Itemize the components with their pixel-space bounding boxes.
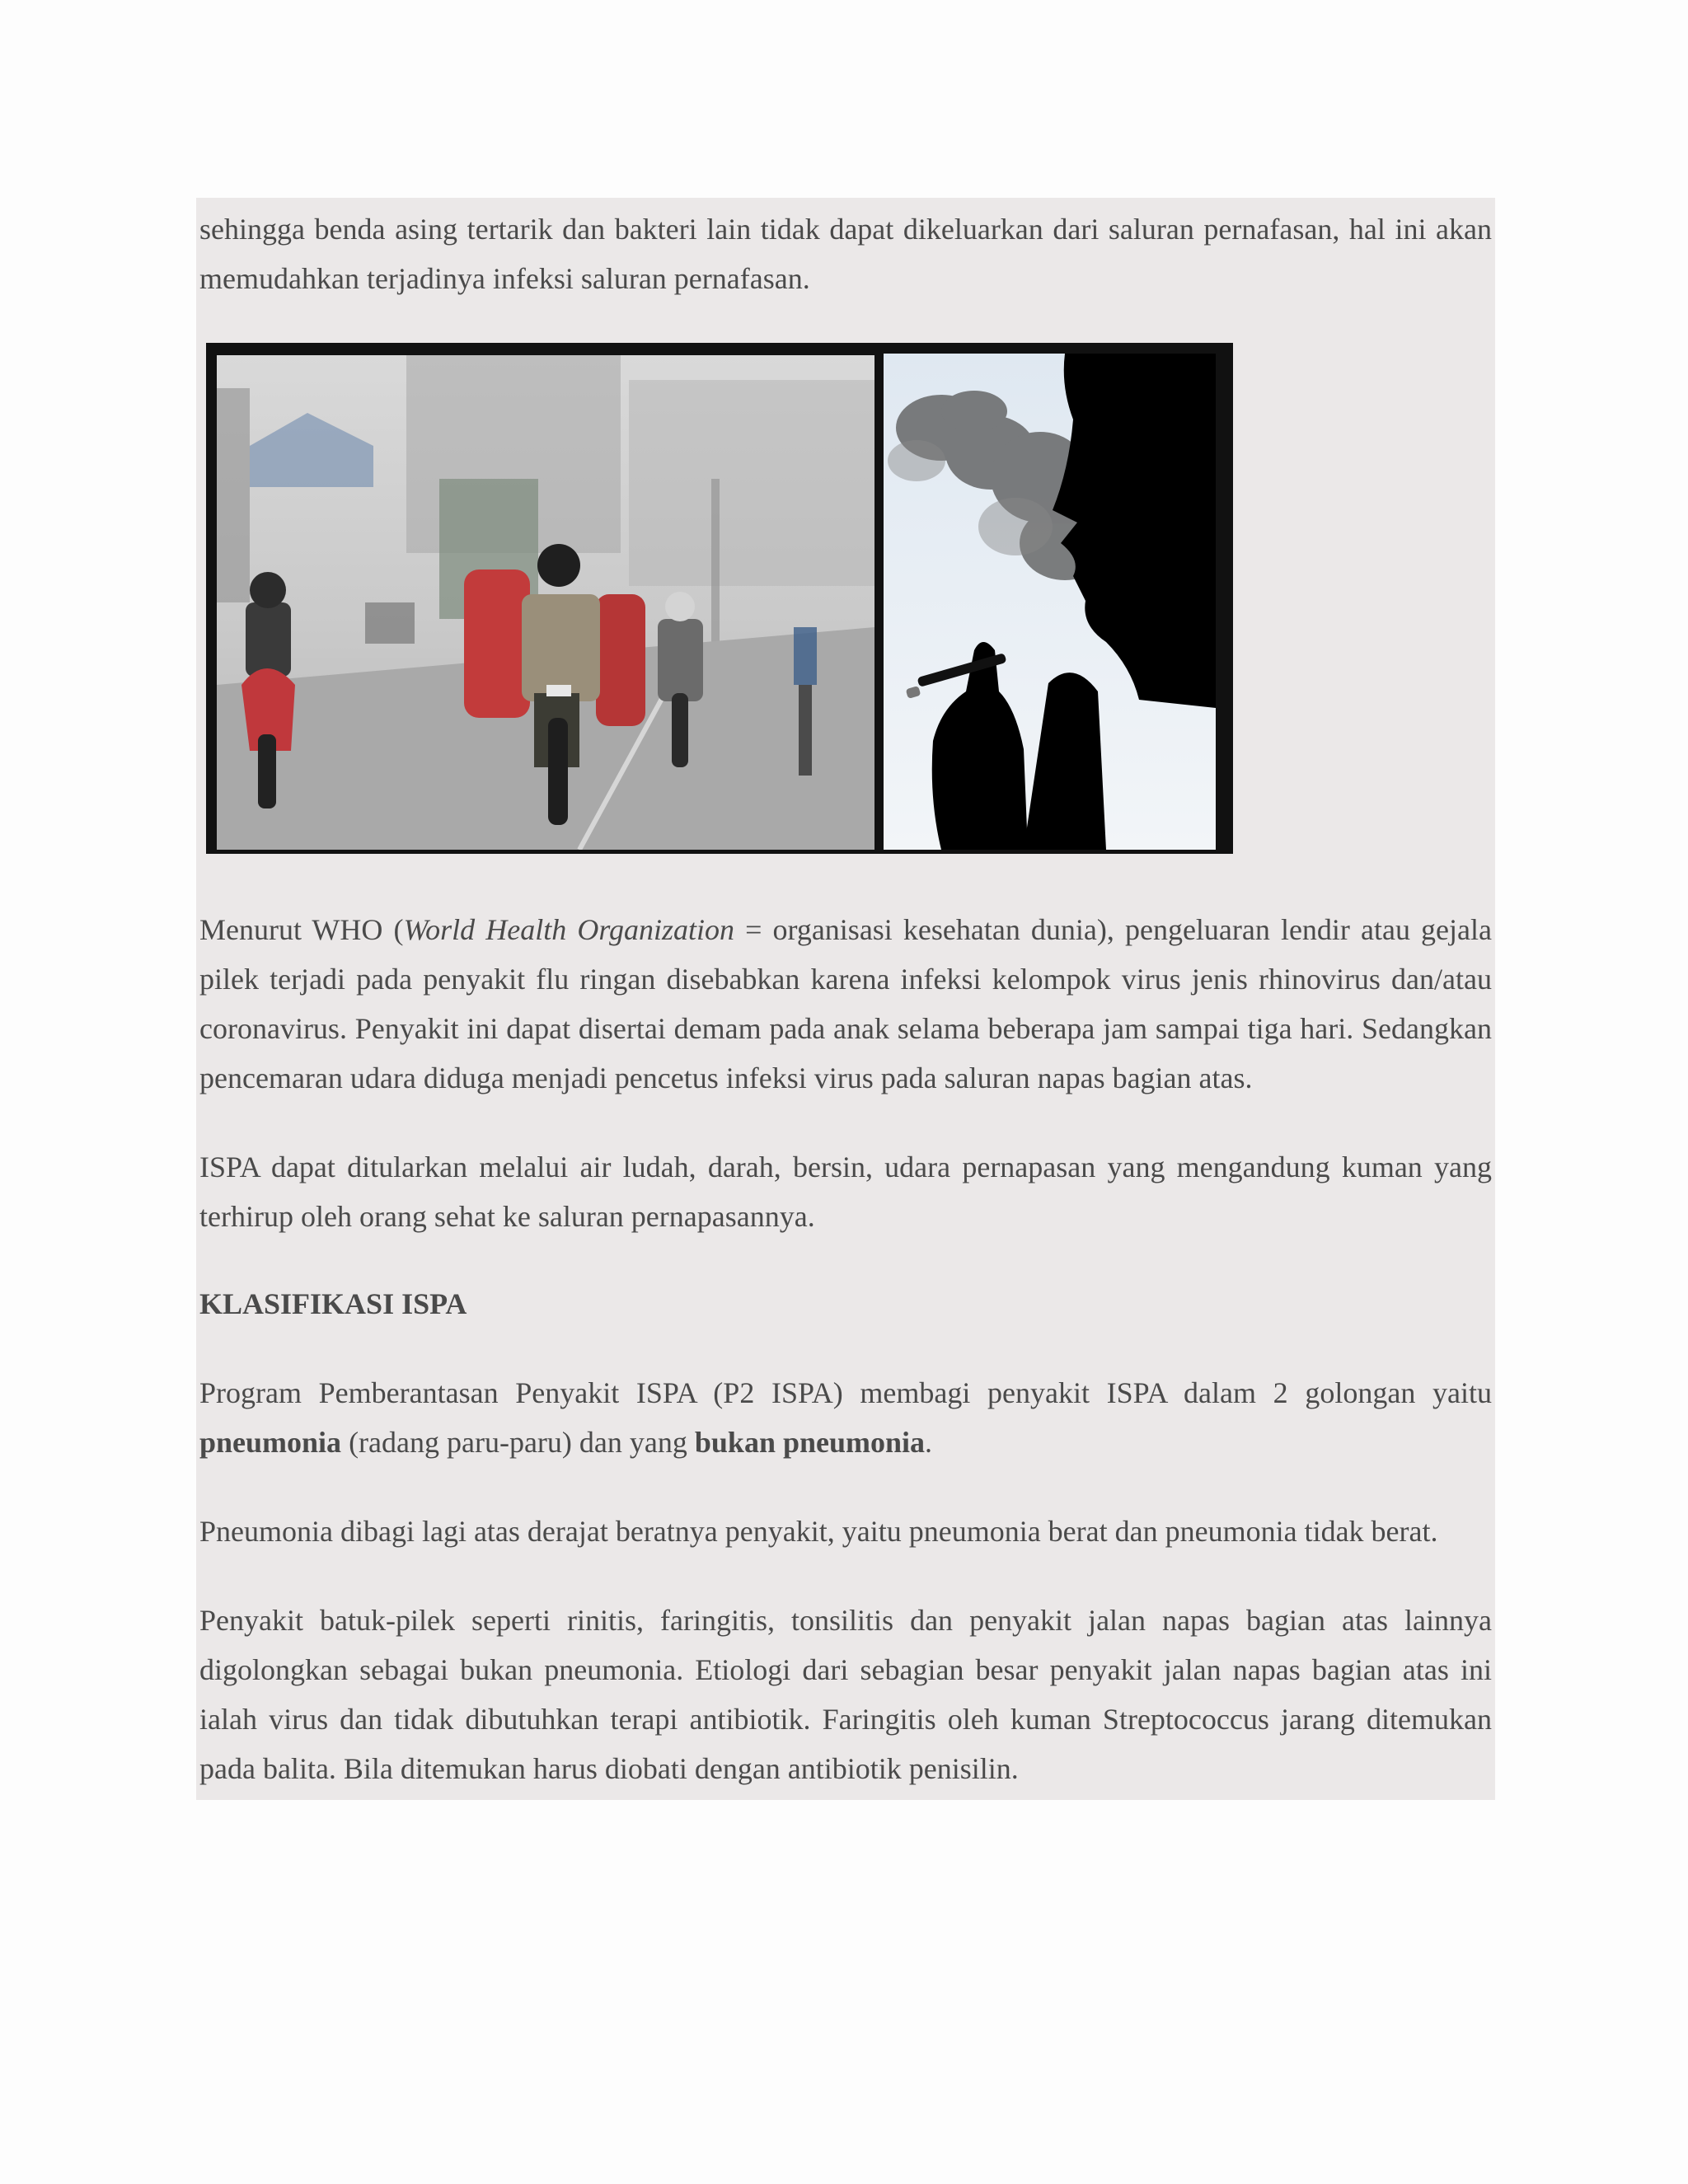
paragraph-batuk-pilek: Penyakit batuk-pilek seperti rinitis, faringitis, tonsilitis dan penyakit jalan napas bagian atas lainnya digolongkan sebagai bukan pneumonia. Etiologi dari sebagian besar penyakit jalan napas bagian atas ini ialah virus dan tidak dibutuhkan terapi antibiotik. Faringitis oleh kuman Streptococcus jarang ditemukan pada balita. Bila ditemukan harus diobati dengan antibiotik penisilin. — [199, 1604, 1492, 1785]
illustration-figure — [206, 343, 1233, 854]
program-text-d: . — [925, 1426, 933, 1459]
pollution-photo — [217, 355, 874, 850]
paragraph-intro: sehingga benda asing tertarik dan bakteri lain tidak dapat dikeluarkan dari saluran pernafasan, hal ini akan memudahkan terjadinya infeksi saluran pernafasan. — [199, 213, 1492, 295]
paragraph-who — [199, 905, 1492, 1103]
paragraph-pneumonia-division: Pneumonia dibagi lagi atas derajat beratnya penyakit, yaitu pneumonia berat dan pneumonia tidak berat. — [199, 1515, 1438, 1548]
program-bold-bukan-pneumonia: bukan pneumonia — [694, 1426, 926, 1459]
who-intro-text: Menurut WHO ( — [199, 913, 404, 946]
who-italic-term: World Health Organization — [403, 913, 735, 946]
paragraph-transmission: ISPA dapat ditularkan melalui air ludah, darah, bersin, udara pernapasan yang mengandung kuman yang terhirup oleh orang sehat ke saluran pernapasannya. — [199, 1151, 1492, 1233]
program-bold-pneumonia: pneumonia — [199, 1426, 342, 1459]
paragraph-program — [199, 1368, 1492, 1467]
smoker-photo — [884, 354, 1216, 850]
program-text-a: Program Pemberantasan Penyakit ISPA (P2 ISPA) membagi penyakit ISPA dalam 2 golongan yaitu — [199, 1376, 1492, 1409]
program-text-c: (radang paru-paru) dan yang — [341, 1426, 695, 1459]
who-rest-text: = organisasi kesehatan dunia), pengeluaran lendir atau gejala pilek terjadi pada penyakit flu ringan disebabkan karena infeksi kelompok virus jenis rhinovirus dan/atau coronavirus. Penyakit ini dapat disertai demam pada anak selama beberapa jam sampai tiga hari. Sedangkan pencemaran udara diduga menjadi pencetus infeksi virus pada saluran napas bagian atas. — [199, 913, 1492, 1094]
section-heading: KLASIFIKASI ISPA — [199, 1287, 467, 1320]
content-block — [196, 198, 1495, 1800]
